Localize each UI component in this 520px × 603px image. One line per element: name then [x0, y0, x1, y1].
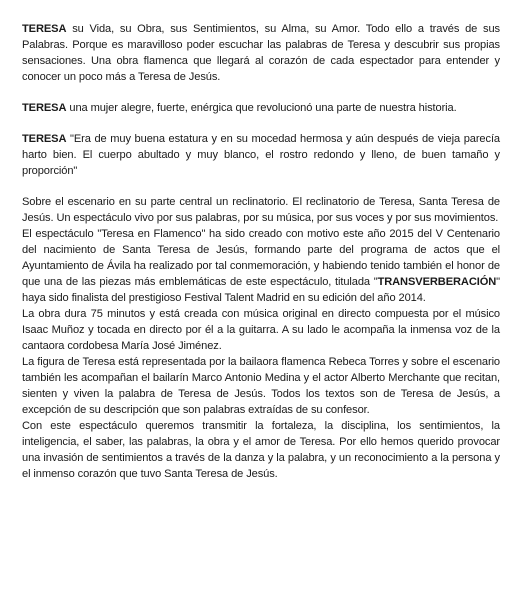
teresa-lead-1: TERESA: [22, 23, 67, 35]
show-text-before: El espectáculo "Teresa en Flamenco" ha sido creado con motivo este año 2015 del V Centenario del nacimiento de Santa Teresa de Jesús, formando parte del programa de actos que el Ayuntamiento de Ávila ha realizado por tal conmemoración, y habiendo tenido también el honor de que una de las piezas más emblemáticas de este espectáculo, titulada ": [22, 228, 500, 288]
paragraph-music: La obra dura 75 minutos y está creada con música original en directo compuesta por el músico Isaac Muñoz y tocada en directo por él a la guitarra. A su lado le acompaña la inmensa voz de la cantaora cordobesa María José Jiménez.: [22, 308, 500, 352]
document-body: [22, 21, 500, 482]
paragraph-show: [22, 226, 500, 306]
paragraph-cast: La figura de Teresa está representada por la bailaora flamenca Rebeca Torres y sobre el escenario también les acompañan el bailarín Marco Antonio Medina y el actor Alberto Merchante que recitan, sienten y viven la palabra de Teresa de Jesús. Todos los textos son de Teresa de Jesús, a excepción de su descripción que son palabras extraídas de su confesor.: [22, 356, 500, 416]
teresa-lead-3: TERESA: [22, 133, 67, 145]
teresa-lead-2: TERESA: [22, 102, 67, 114]
description-text: "Era de muy buena estatura y en su mocedad hermosa y aún después de vieja parecía harto bien. El cuerpo abultado y muy blanco, el rostro redondo y lleno, de buen tamaño y proporción": [22, 133, 500, 177]
paragraph-description: [22, 131, 500, 179]
woman-text: una mujer alegre, fuerte, enérgica que revolucionó una parte de nuestra historia.: [66, 102, 457, 114]
paragraph-stage: Sobre el escenario en su parte central un reclinatorio. El reclinatorio de Teresa, Santa Teresa de Jesús. Un espectáculo vivo por sus palabras, por su música, por sus voces y por sus movimientos.: [22, 196, 500, 224]
paragraph-closing: Con este espectáculo queremos transmitir la fortaleza, la disciplina, los sentimientos, la inteligencia, el saber, las palabras, la obra y el amor de Teresa. Por ello hemos querido provocar una invasión de sentimientos a través de la danza y la palabra, y un reconocimiento a la persona y el inmenso corazón que tuvo Santa Teresa de Jesús.: [22, 420, 500, 480]
show-text-after: " haya sido finalista del prestigioso Festival Talent Madrid en su edición del año 2014.: [22, 276, 500, 304]
intro-text: su Vida, su Obra, sus Sentimientos, su Alma, su Amor. Todo ello a través de sus Palabras. Porque es maravilloso poder escuchar las palabras de Teresa y descubrir sus propias sensaciones. Una obra flamenca que llegará al corazón de cada espectador para entender y conocer un poco más a Teresa de Jesús.: [22, 23, 500, 83]
transverberacion-title: TRANSVERBERACIÓN: [377, 276, 497, 288]
paragraph-woman: [22, 100, 500, 116]
paragraph-intro: [22, 21, 500, 85]
